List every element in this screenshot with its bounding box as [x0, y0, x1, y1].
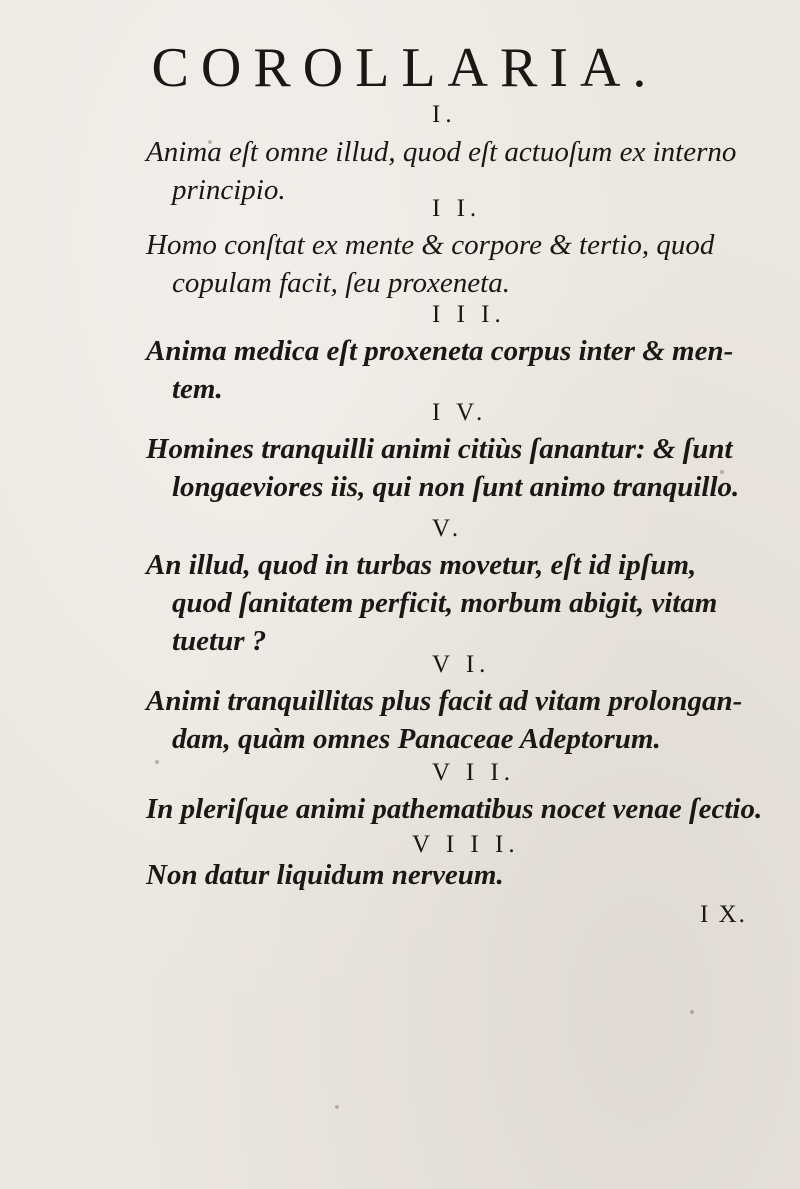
- corollary-4-text: [146, 430, 766, 506]
- corollary-1-line-2: principio.: [172, 174, 286, 206]
- corollary-3-line-2: tem.: [172, 373, 223, 405]
- corollary-1-line-1: Anima eſt omne illud, quod eſt actuoſum ex interno: [146, 136, 737, 168]
- catchword: I X.: [700, 901, 747, 928]
- corollary-5-text: [146, 546, 766, 660]
- corollary-4-numeral: I V.: [432, 399, 488, 426]
- paper-speck: [335, 1105, 339, 1109]
- corollary-6-line-2: dam, quàm omnes Panaceae Adeptorum.: [172, 723, 661, 755]
- paper-speck: [155, 760, 159, 764]
- corollary-6-text: [146, 682, 766, 758]
- corollary-5-line-2: quod ſanitatem perficit, morbum abigit, vitam: [172, 587, 718, 619]
- paper-speck: [208, 140, 212, 144]
- corollary-4-line-2: longaeviores iis, qui non ſunt animo tranquillo.: [172, 471, 740, 503]
- corollary-7-text: [146, 790, 766, 828]
- corollary-7-line-1: In pleriſque animi pathematibus nocet venae ſectio.: [146, 793, 763, 825]
- corollary-2-line-1: Homo conſtat ex mente & corpore & tertio, quod: [146, 229, 715, 261]
- corollary-2-text: [146, 226, 766, 302]
- corollary-5-line-1: An illud, quod in turbas movetur, eſt id ipſum,: [146, 549, 697, 581]
- corollary-8-line-1: Non datur liquidum nerveum.: [146, 859, 504, 891]
- corollary-5-line-3: tuetur ?: [172, 625, 267, 657]
- corollary-2-line-2: copulam facit, ſeu proxeneta.: [172, 267, 510, 299]
- corollary-2-numeral: I I.: [432, 195, 482, 222]
- corollary-6-line-1: Animi tranquillitas plus facit ad vitam prolongan-: [146, 685, 743, 717]
- paper-speck: [690, 1010, 694, 1014]
- page-title: COROLLARIA.: [151, 37, 659, 99]
- corollary-4-line-1: Homines tranquilli animi citiùs ſanantur: & ſunt: [146, 433, 733, 465]
- corollary-8-numeral: V I I I.: [412, 831, 520, 858]
- corollary-3-numeral: I I I.: [432, 301, 506, 328]
- corollary-5-numeral: V.: [432, 515, 464, 542]
- corollary-1-numeral: I.: [432, 101, 457, 128]
- corollary-6-numeral: V I.: [432, 651, 491, 678]
- corollary-3-text: [146, 332, 766, 408]
- corollary-8-text: [146, 856, 766, 894]
- corollary-7-numeral: V I I.: [432, 759, 516, 786]
- paper-speck: [720, 470, 724, 474]
- corollary-3-line-1: Anima medica eſt proxeneta corpus inter & men-: [146, 335, 734, 367]
